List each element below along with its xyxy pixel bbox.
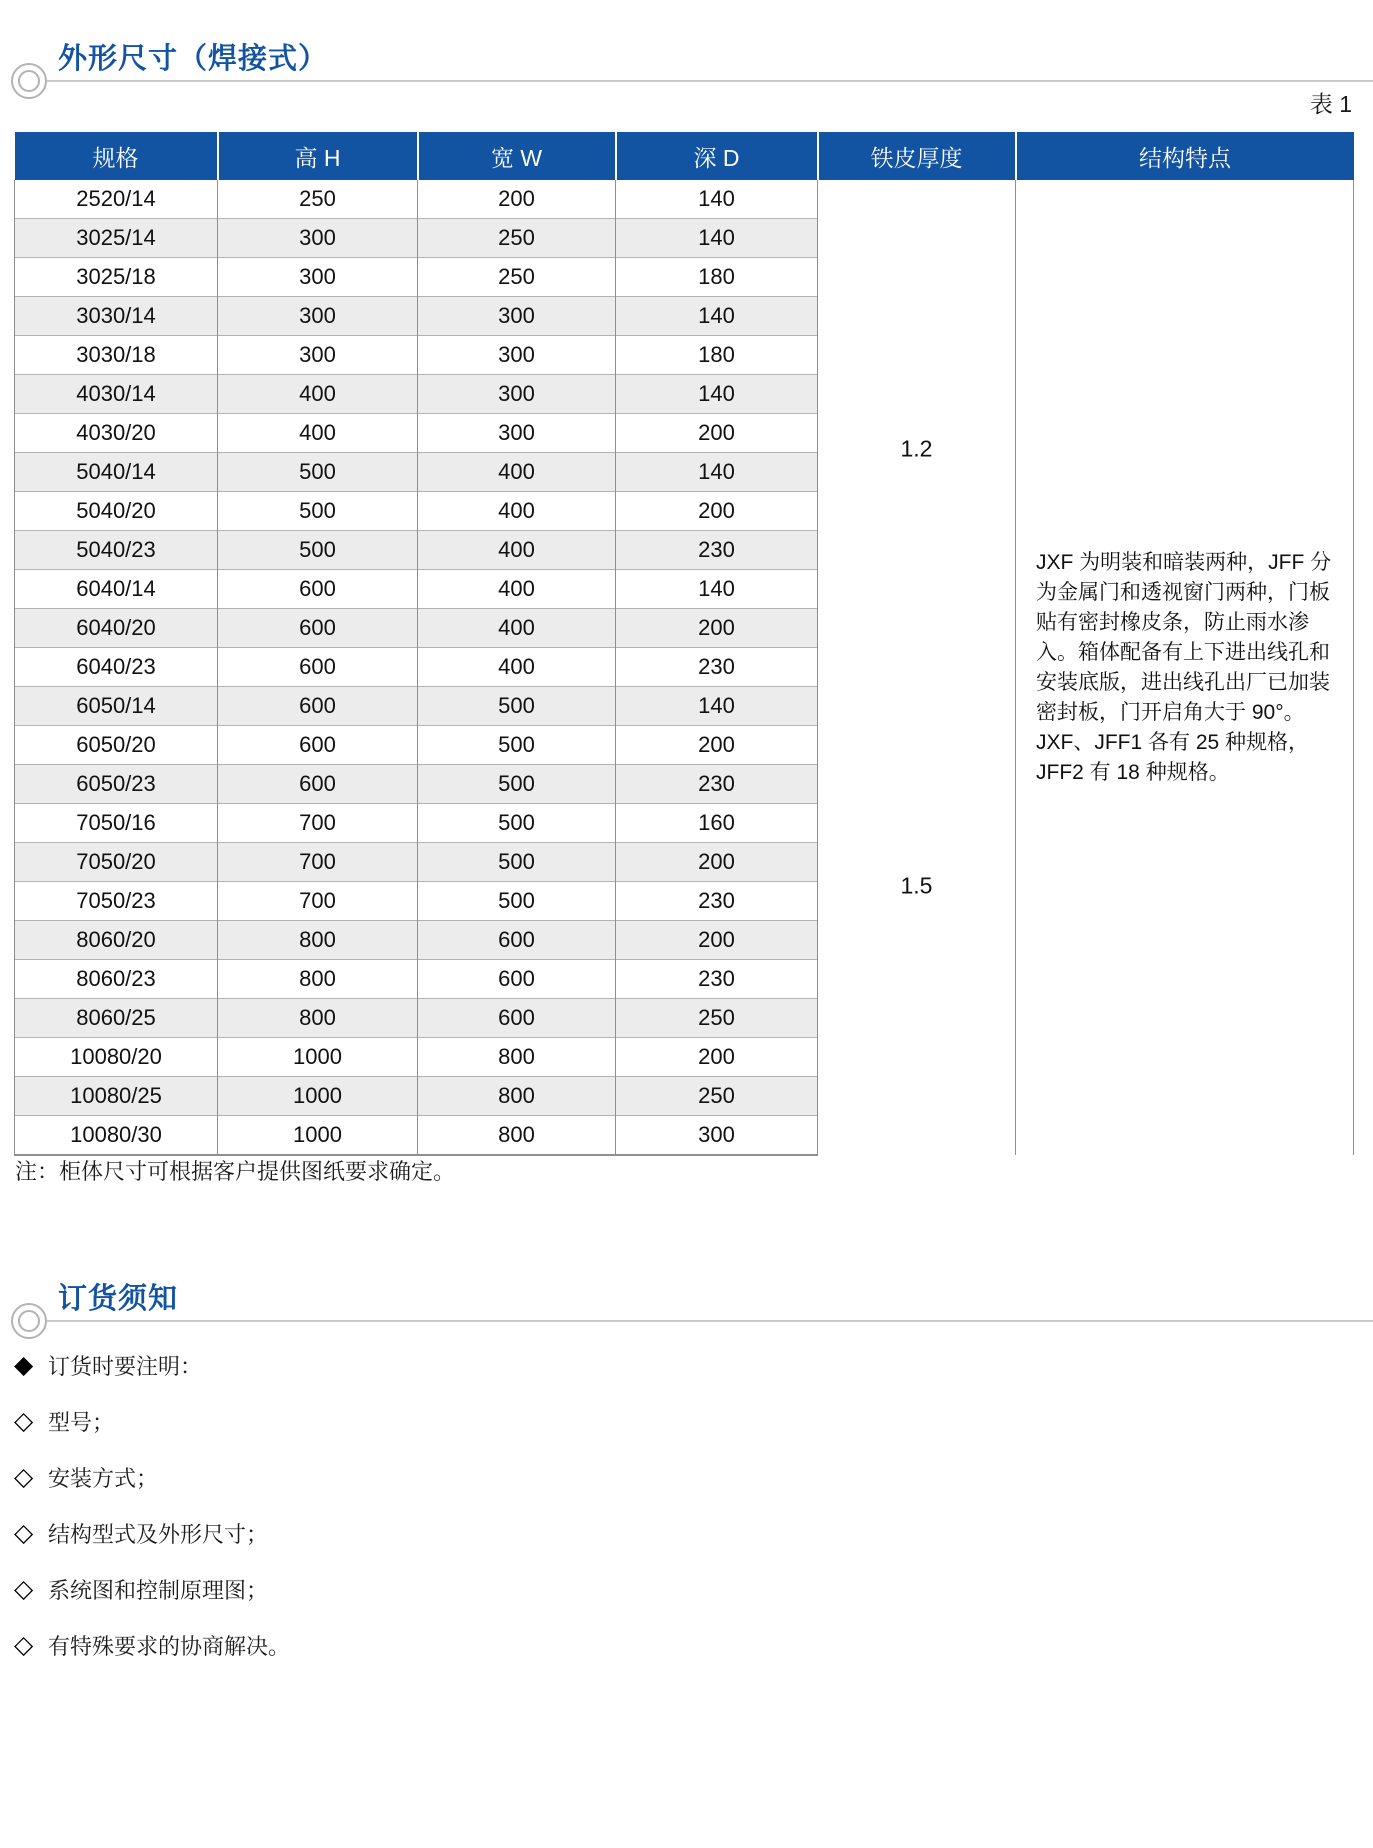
table-cell: 600 bbox=[218, 687, 418, 726]
ordering-item-text: 系统图和控制原理图； bbox=[48, 1577, 269, 1603]
ordering-list bbox=[14, 1350, 290, 1686]
ordering-item-text: 结构型式及外形尺寸； bbox=[48, 1521, 269, 1547]
dimensions-section-header bbox=[0, 36, 1373, 102]
table-cell: 5040/23 bbox=[15, 531, 218, 570]
table-cell: 7050/16 bbox=[15, 804, 218, 843]
table-cell: 500 bbox=[218, 453, 418, 492]
features-paragraph: JXF 为明装和暗装两种，JFF 分为金属门和透视窗门两种，门板贴有密封橡皮条，防止雨水渗入。箱体配备有上下进出线孔和安装底版，进出线孔出厂已加装密封板，门开启角大于 90°。 bbox=[1036, 550, 1332, 724]
section-divider-line bbox=[44, 80, 1373, 82]
features-paragraph: JXF、JFF1 各有 25 种规格，JFF2 有 18 种规格。 bbox=[1036, 730, 1310, 784]
table-cell: 500 bbox=[418, 765, 616, 804]
table-cell: 600 bbox=[418, 999, 616, 1038]
ordering-list-item bbox=[14, 1630, 290, 1660]
table-cell: 6040/14 bbox=[15, 570, 218, 609]
table-cell: 10080/30 bbox=[15, 1116, 218, 1156]
table-cell: 8060/20 bbox=[15, 921, 218, 960]
table-cell: 5040/14 bbox=[15, 453, 218, 492]
thickness-merged-cell bbox=[818, 180, 1016, 1155]
table-cell: 4030/14 bbox=[15, 375, 218, 414]
table-cell: 500 bbox=[218, 492, 418, 531]
table-cell: 600 bbox=[218, 609, 418, 648]
table-cell: 400 bbox=[418, 531, 616, 570]
table-cell: 1000 bbox=[218, 1116, 418, 1156]
col-header-thickness: 铁皮厚度 bbox=[818, 132, 1016, 180]
ordering-list-item bbox=[14, 1574, 290, 1604]
table-cell: 5040/20 bbox=[15, 492, 218, 531]
col-header-height: 高 H bbox=[218, 132, 418, 180]
hollow-diamond-icon: ◇ bbox=[14, 1575, 34, 1603]
table-cell: 400 bbox=[418, 570, 616, 609]
table-cell: 700 bbox=[218, 882, 418, 921]
hollow-diamond-icon: ◇ bbox=[14, 1407, 34, 1435]
table-cell: 180 bbox=[616, 258, 818, 297]
table-cell: 500 bbox=[418, 804, 616, 843]
table-cell: 200 bbox=[616, 492, 818, 531]
table-cell: 500 bbox=[418, 726, 616, 765]
table-cell: 200 bbox=[418, 180, 616, 219]
table-cell: 500 bbox=[418, 843, 616, 882]
table-cell: 400 bbox=[218, 375, 418, 414]
table-cell: 6040/20 bbox=[15, 609, 218, 648]
table-cell: 7050/23 bbox=[15, 882, 218, 921]
table-cell: 800 bbox=[418, 1077, 616, 1116]
table-cell: 140 bbox=[616, 570, 818, 609]
table-cell: 3030/18 bbox=[15, 336, 218, 375]
table-cell: 300 bbox=[218, 336, 418, 375]
ordering-list-item bbox=[14, 1406, 290, 1436]
ordering-section-title: 订货须知 bbox=[58, 1283, 179, 1315]
section-divider-line bbox=[44, 1320, 1373, 1322]
ring-decoration-icon bbox=[11, 1303, 47, 1339]
table-cell: 8060/23 bbox=[15, 960, 218, 999]
table-cell: 500 bbox=[418, 687, 616, 726]
table-cell: 600 bbox=[418, 960, 616, 999]
table-cell: 400 bbox=[418, 648, 616, 687]
ordering-list-item bbox=[14, 1518, 290, 1548]
table-cell: 10080/25 bbox=[15, 1077, 218, 1116]
table-cell: 500 bbox=[218, 531, 418, 570]
table-cell: 300 bbox=[418, 297, 616, 336]
ring-decoration-icon bbox=[11, 63, 47, 99]
table-cell: 3025/14 bbox=[15, 219, 218, 258]
table-cell: 250 bbox=[418, 258, 616, 297]
table-cell: 300 bbox=[218, 258, 418, 297]
table-cell: 300 bbox=[418, 414, 616, 453]
table-cell: 600 bbox=[418, 921, 616, 960]
thickness-value-upper: 1.2 bbox=[900, 435, 933, 462]
table-cell: 2520/14 bbox=[15, 180, 218, 219]
table-cell: 200 bbox=[616, 726, 818, 765]
table-cell: 250 bbox=[616, 1077, 818, 1116]
ordering-item-text: 型号； bbox=[48, 1409, 115, 1435]
col-header-spec: 规格 bbox=[15, 132, 218, 180]
ring-inner-circle bbox=[18, 70, 40, 92]
table-cell: 6050/20 bbox=[15, 726, 218, 765]
table-cell: 200 bbox=[616, 843, 818, 882]
table-cell: 800 bbox=[218, 999, 418, 1038]
table-cell: 500 bbox=[418, 882, 616, 921]
table-cell: 230 bbox=[616, 960, 818, 999]
table-cell: 6040/23 bbox=[15, 648, 218, 687]
spec-table-body bbox=[15, 180, 1354, 1155]
table-cell: 250 bbox=[616, 999, 818, 1038]
table-cell: 140 bbox=[616, 180, 818, 219]
table-cell: 800 bbox=[418, 1038, 616, 1077]
filled-diamond-icon: ◆ bbox=[14, 1351, 34, 1379]
table-cell: 300 bbox=[418, 336, 616, 375]
ring-inner-circle bbox=[18, 1310, 40, 1332]
table-cell: 600 bbox=[218, 726, 418, 765]
ordering-item-text: 安装方式； bbox=[48, 1465, 159, 1491]
table-cell: 600 bbox=[218, 570, 418, 609]
table-cell: 800 bbox=[218, 960, 418, 999]
table-cell: 250 bbox=[218, 180, 418, 219]
ordering-list-item bbox=[14, 1350, 290, 1380]
table-cell: 400 bbox=[418, 453, 616, 492]
col-header-features: 结构特点 bbox=[1016, 132, 1354, 180]
table-cell: 140 bbox=[616, 297, 818, 336]
table-cell: 140 bbox=[616, 219, 818, 258]
table-cell: 300 bbox=[218, 297, 418, 336]
table-cell: 400 bbox=[218, 414, 418, 453]
table-cell: 3030/14 bbox=[15, 297, 218, 336]
table-cell: 300 bbox=[418, 375, 616, 414]
table-note: 注：柜体尺寸可根据客户提供图纸要求确定。 bbox=[15, 1159, 456, 1184]
table-row bbox=[15, 180, 1354, 219]
col-header-depth: 深 D bbox=[616, 132, 818, 180]
table-cell: 230 bbox=[616, 765, 818, 804]
table-cell: 180 bbox=[616, 336, 818, 375]
table-cell: 600 bbox=[218, 765, 418, 804]
table-cell: 400 bbox=[418, 492, 616, 531]
table-cell: 200 bbox=[616, 609, 818, 648]
table-cell: 8060/25 bbox=[15, 999, 218, 1038]
table-cell: 300 bbox=[616, 1116, 818, 1156]
table-cell: 400 bbox=[418, 609, 616, 648]
table-cell: 800 bbox=[218, 921, 418, 960]
table-cell: 600 bbox=[218, 648, 418, 687]
table-cell: 140 bbox=[616, 687, 818, 726]
table-cell: 6050/23 bbox=[15, 765, 218, 804]
ordering-item-text: 有特殊要求的协商解决。 bbox=[48, 1633, 291, 1659]
table-cell: 6050/14 bbox=[15, 687, 218, 726]
table-cell: 7050/20 bbox=[15, 843, 218, 882]
dimensions-section-title: 外形尺寸（焊接式） bbox=[58, 43, 329, 75]
col-header-width: 宽 W bbox=[418, 132, 616, 180]
table-cell: 250 bbox=[418, 219, 616, 258]
table-cell: 140 bbox=[616, 375, 818, 414]
table-cell: 3025/18 bbox=[15, 258, 218, 297]
table-cell: 160 bbox=[616, 804, 818, 843]
table-cell: 300 bbox=[218, 219, 418, 258]
table-cell: 700 bbox=[218, 804, 418, 843]
table-cell: 230 bbox=[616, 531, 818, 570]
spec-table bbox=[14, 132, 1354, 1156]
hollow-diamond-icon: ◇ bbox=[14, 1631, 34, 1659]
table-cell: 230 bbox=[616, 882, 818, 921]
ordering-item-text: 订货时要注明： bbox=[48, 1353, 203, 1379]
table-cell: 1000 bbox=[218, 1077, 418, 1116]
ordering-section-header bbox=[0, 1276, 1373, 1342]
table-cell: 700 bbox=[218, 843, 418, 882]
table-cell: 200 bbox=[616, 1038, 818, 1077]
hollow-diamond-icon: ◇ bbox=[14, 1463, 34, 1491]
table-cell: 10080/20 bbox=[15, 1038, 218, 1077]
table-cell: 200 bbox=[616, 414, 818, 453]
table-header-row bbox=[15, 132, 1354, 180]
table-cell: 140 bbox=[616, 453, 818, 492]
table-number-label: 表 1 bbox=[1309, 91, 1352, 117]
ordering-list-item bbox=[14, 1462, 290, 1492]
hollow-diamond-icon: ◇ bbox=[14, 1519, 34, 1547]
features-merged-cell bbox=[1016, 180, 1354, 1155]
table-cell: 1000 bbox=[218, 1038, 418, 1077]
table-cell: 4030/20 bbox=[15, 414, 218, 453]
table-cell: 800 bbox=[418, 1116, 616, 1156]
thickness-value-lower: 1.5 bbox=[900, 872, 933, 899]
table-cell: 200 bbox=[616, 921, 818, 960]
table-cell: 230 bbox=[616, 648, 818, 687]
